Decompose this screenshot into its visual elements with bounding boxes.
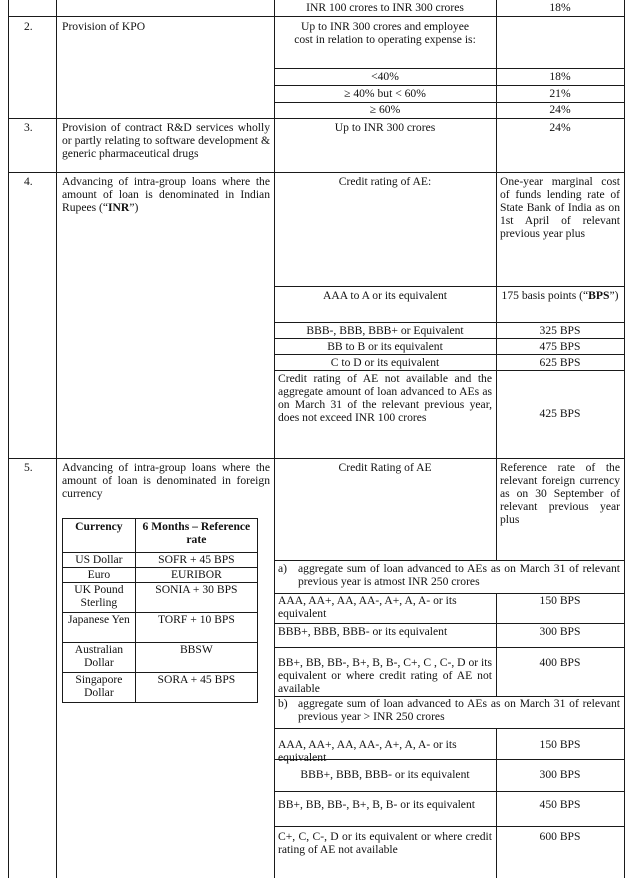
section-b-label: b) [278, 697, 288, 710]
reference-rate-cell: TORF + 10 BPS [135, 613, 257, 643]
section-b-tier-rate: 600 BPS [539, 830, 581, 843]
section-a-tier-label: AAA, AA+, AA, AA-, A+, A, A- or its equivalent [278, 594, 457, 621]
row3-number: 3. [24, 121, 33, 134]
row5-condition-header: Credit Rating of AE [338, 461, 432, 474]
reference-rate-cell: EURIBOR [135, 568, 257, 583]
row2-tier-rate: 18% [549, 70, 571, 83]
row4-description: Advancing of intra-group loans where the amount of loan is denominated in Indian Rupees (“INR”) [62, 175, 270, 215]
currency-cell: Euro [63, 568, 136, 583]
row2-tier-label: <40% [371, 70, 399, 83]
section-a-text: aggregate sum of loan advanced to AEs as on March 31 of relevant previous year is atmost INR 250 crores [298, 562, 620, 589]
row4-number: 4. [24, 175, 33, 188]
currency-cell: US Dollar [63, 553, 136, 568]
row4-tier-rate: 475 BPS [539, 340, 581, 353]
row5-rate-header: Reference rate of the relevant foreign currency as on 30 September of relevant previous year plus [500, 461, 620, 527]
row4-tier-rate: 425 BPS [539, 407, 581, 420]
row4-tier-label: BB to B or its equivalent [327, 340, 443, 353]
row4-tier-label: AAA to A or its equivalent [323, 289, 447, 302]
row3-condition: Up to INR 300 crores [334, 121, 436, 134]
reference-rate-cell: SONIA + 30 BPS [135, 583, 257, 613]
reference-rate-cell: SORA + 45 BPS [135, 673, 257, 703]
row1-condition: INR 100 crores to INR 300 crores [306, 1, 464, 14]
currency-cell: Australian Dollar [63, 643, 136, 673]
currency-cell: UK Pound Sterling [63, 583, 136, 613]
section-a-tier-rate: 300 BPS [539, 625, 581, 638]
section-b-tier-rate: 300 BPS [539, 768, 581, 781]
currency-cell: Singapore Dollar [63, 673, 136, 703]
currency-header: Currency [63, 519, 136, 553]
row3-rate: 24% [549, 121, 571, 134]
section-b-tier-label: AAA, AA+, AA, AA-, A+, A, A- or its equivalent [278, 738, 457, 765]
row2-tier-rate: 21% [549, 87, 571, 100]
row2-tier-rate: 24% [549, 103, 571, 116]
row4-rate-header: One-year marginal cost of funds lending rate of State Bank of India as on 1st April of relevant previous year plus [500, 175, 620, 241]
row5-description: Advancing of intra-group loans where the amount of loan is denominated in foreign currency [62, 461, 270, 501]
currency-reference-table [62, 518, 258, 703]
reference-rate-header: 6 Months – Reference rate [135, 519, 257, 553]
row4-tier-label: BBB-, BBB, BBB+ or Equivalent [306, 324, 464, 337]
section-b-tier-rate: 450 BPS [539, 798, 581, 811]
section-b-tier-label: BB+, BB, BB-, B+, B, B- or its equivalent [278, 798, 475, 811]
row2-tier-label: ≥ 60% [369, 103, 401, 116]
section-a-label: a) [278, 562, 288, 575]
currency-cell: Japanese Yen [63, 613, 136, 643]
section-a-tier-label: BBB+, BBB, BBB- or its equivalent [278, 625, 448, 638]
section-a-tier-label: BB+, BB, BB-, B+, B, B-, C+, C , C-, D or its equivalent or where credit rating of AE not available [278, 656, 492, 696]
reference-rate-cell: BBSW [135, 643, 257, 673]
row2-number: 2. [24, 20, 33, 33]
section-a-tier-rate: 400 BPS [539, 656, 581, 669]
row2-condition: Up to INR 300 crores and employee cost in relation to operating expense is: [294, 20, 476, 47]
section-b-tier-rate: 150 BPS [539, 738, 581, 751]
row4-tier-label: C to D or its equivalent [330, 356, 440, 369]
section-b-text: aggregate sum of loan advanced to AEs as on March 31 of relevant previous year > INR 250 crores [298, 697, 620, 724]
row4-tier-label: Credit rating of AE not available and the aggregate amount of loan advanced to AEs as on March 31 of the relevant previous year, does not exceed INR 100 crores [278, 372, 492, 425]
row3-description: Provision of contract R&D services wholly or partly relating to software development & generic pharmaceutical drugs [62, 121, 270, 161]
row1-rate: 18% [549, 1, 571, 14]
row2-description: Provision of KPO [62, 20, 146, 33]
reference-rate-cell: SOFR + 45 BPS [135, 553, 257, 568]
row4-tier-rate: 625 BPS [539, 356, 581, 369]
row5-number: 5. [24, 461, 33, 474]
row4-tier-rate: 325 BPS [539, 324, 581, 337]
row4-condition-header: Credit rating of AE: [338, 175, 432, 188]
section-b-tier-label: BBB+, BBB, BBB- or its equivalent [300, 768, 470, 781]
section-b-tier-label: C+, C, C-, D or its equivalent or where credit rating of AE not available [278, 830, 492, 857]
row4-tier-rate: 175 basis points (“BPS”) [501, 289, 619, 302]
row2-tier-label: ≥ 40% but < 60% [344, 87, 426, 100]
section-a-tier-rate: 150 BPS [539, 594, 581, 607]
